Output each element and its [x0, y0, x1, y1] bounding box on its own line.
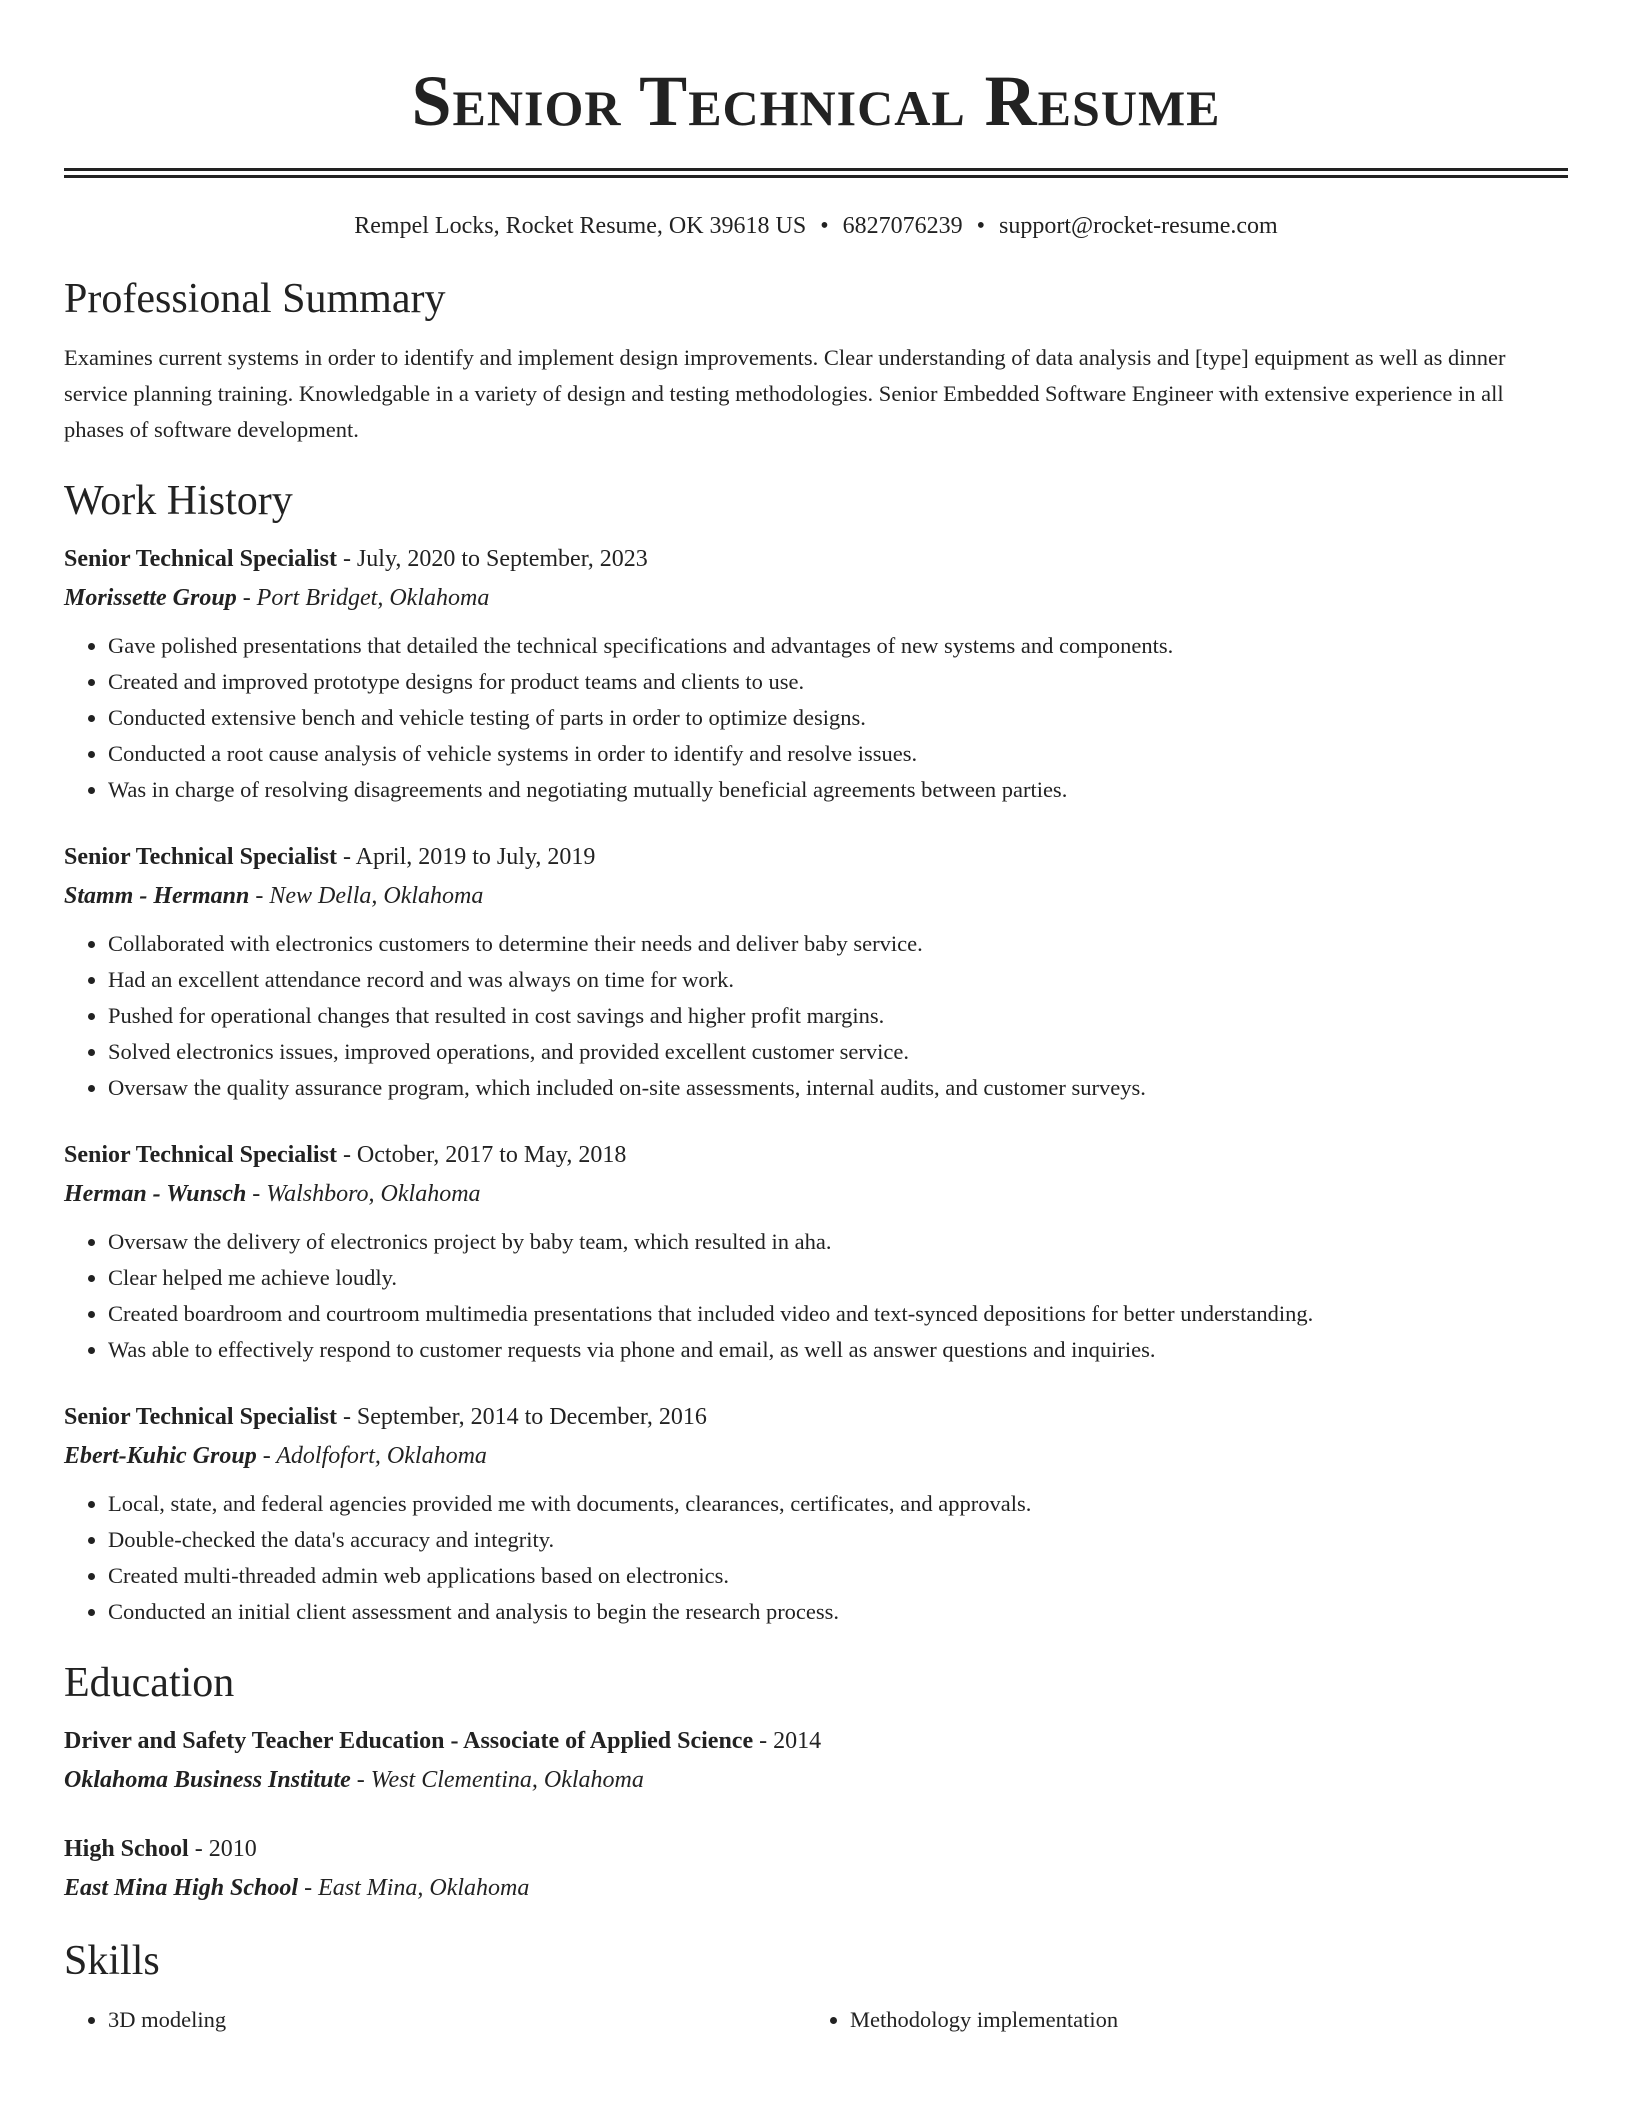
- skills-column-left: [64, 2002, 806, 2038]
- job-bullet: • Conducted an initial client assessment and analysis to begin the research process.: [108, 1594, 1568, 1630]
- job-entry: [64, 540, 1568, 808]
- job-bullet: • Created multi-threaded admin web applications based on electronics.: [108, 1558, 1568, 1594]
- company-location: - New Della, Oklahoma: [249, 883, 484, 909]
- job-bullet: • Had an excellent attendance record and was always on time for work.: [108, 962, 1568, 998]
- job-bullet: • Conducted extensive bench and vehicle testing of parts in order to optimize designs.: [108, 700, 1568, 736]
- school-location: - East Mina, Oklahoma: [298, 1875, 530, 1901]
- contact-phone: 6827076239: [842, 213, 963, 239]
- skill-item: • 3D modeling: [108, 2002, 806, 2038]
- degree-year: - 2014: [753, 1728, 822, 1754]
- job-bullet: • Oversaw the quality assurance program, which included on-site assessments, internal audits, and customer surveys.: [108, 1070, 1568, 1106]
- school-line: [64, 1869, 1568, 1908]
- job-title: Senior Technical Specialist: [64, 1142, 337, 1168]
- job-dates: - April, 2019 to July, 2019: [336, 844, 596, 870]
- job-bullet: • Created and improved prototype designs for product teams and clients to use.: [108, 664, 1568, 700]
- skills-heading: Skills: [64, 1938, 160, 1984]
- degree-line: [64, 1722, 1568, 1761]
- skills-grid: [64, 2002, 1568, 2038]
- contact-email: support@rocket-resume.com: [999, 213, 1278, 239]
- school-name: Oklahoma Business Institute: [64, 1767, 351, 1793]
- job-entry: [64, 838, 1568, 1106]
- job-bullets: [64, 926, 1568, 1106]
- degree-line: [64, 1830, 1568, 1869]
- job-title: Senior Technical Specialist: [64, 844, 337, 870]
- job-title: Senior Technical Specialist: [64, 1404, 337, 1430]
- job-bullet: • Conducted a root cause analysis of vehicle systems in order to identify and resolve issues.: [108, 736, 1568, 772]
- job-bullet: • Clear helped me achieve loudly.: [108, 1260, 1568, 1296]
- summary-text: Examines current systems in order to identify and implement design improvements. Clear understanding of data analysis and [type] equipment as well as dinner service planning training. Knowledgable in a variety of design and testing methodologies. Senior Embedded Software Engineer with extensive experience in all phases of software development.: [64, 345, 1506, 442]
- degree-year: - 2010: [188, 1836, 257, 1862]
- skill-item: • Methodology implementation: [850, 2002, 1548, 2038]
- school-line: [64, 1761, 1568, 1800]
- contact-address: Rempel Locks, Rocket Resume, OK 39618 US: [354, 213, 807, 239]
- contact-separator: •: [976, 213, 986, 239]
- company-location: - Adolfofort, Oklahoma: [256, 1443, 487, 1469]
- company-line: [64, 1437, 1568, 1476]
- company-location: - Port Bridget, Oklahoma: [236, 585, 490, 611]
- job-bullets: [64, 1486, 1568, 1630]
- degree-name: Driver and Safety Teacher Education - Associate of Applied Science: [64, 1728, 754, 1754]
- company-line: [64, 1175, 1568, 1214]
- company-line: [64, 877, 1568, 916]
- job-bullet: • Solved electronics issues, improved operations, and provided excellent customer service.: [108, 1034, 1568, 1070]
- job-title-line: [64, 838, 1568, 877]
- education-heading: Education: [64, 1660, 235, 1706]
- job-bullets: [64, 628, 1568, 808]
- school-name: East Mina High School: [64, 1875, 299, 1901]
- job-bullet: • Collaborated with electronics customers to determine their needs and deliver baby service.: [108, 926, 1568, 962]
- contact-line: [64, 210, 1568, 242]
- education-entry: [64, 1722, 1568, 1800]
- skills-column-right: [806, 2002, 1548, 2038]
- company-name: Herman - Wunsch: [64, 1181, 247, 1207]
- job-title-line: [64, 1136, 1568, 1175]
- summary-heading: Professional Summary: [64, 276, 446, 322]
- contact-separator: •: [820, 213, 829, 239]
- job-title: Senior Technical Specialist: [64, 546, 337, 572]
- job-title-line: [64, 1398, 1568, 1437]
- job-bullet: • Oversaw the delivery of electronics project by baby team, which resulted in aha.: [108, 1224, 1568, 1260]
- resume-page: [64, 0, 1568, 2038]
- school-location: - West Clementina, Oklahoma: [350, 1767, 644, 1793]
- job-entry: [64, 1136, 1568, 1368]
- job-bullet: • Created boardroom and courtroom multimedia presentations that included video and text-synced depositions for better understanding.: [108, 1296, 1568, 1332]
- title-double-rule: [64, 168, 1568, 178]
- job-dates: - July, 2020 to September, 2023: [336, 546, 648, 572]
- job-bullet: • Pushed for operational changes that resulted in cost savings and higher profit margins.: [108, 998, 1568, 1034]
- job-bullet: • Local, state, and federal agencies provided me with documents, clearances, certificates, and approvals.: [108, 1486, 1568, 1522]
- job-bullet: • Was able to effectively respond to customer requests via phone and email, as well as answer questions and inquiries.: [108, 1332, 1568, 1368]
- degree-name: High School: [64, 1836, 189, 1862]
- job-title-line: [64, 540, 1568, 579]
- company-name: Morissette Group: [64, 585, 237, 611]
- company-line: [64, 579, 1568, 618]
- work-history-heading: Work History: [64, 478, 293, 524]
- job-entry: [64, 1398, 1568, 1630]
- resume-title: Senior Technical Resume: [411, 61, 1221, 141]
- job-dates: - September, 2014 to December, 2016: [336, 1404, 707, 1430]
- job-bullet: • Was in charge of resolving disagreements and negotiating mutually beneficial agreements between parties.: [108, 772, 1568, 808]
- education-entry: [64, 1830, 1568, 1908]
- company-name: Stamm - Hermann: [64, 883, 250, 909]
- company-name: Ebert-Kuhic Group: [64, 1443, 257, 1469]
- job-dates: - October, 2017 to May, 2018: [336, 1142, 627, 1168]
- job-bullet: • Double-checked the data's accuracy and integrity.: [108, 1522, 1568, 1558]
- company-location: - Walshboro, Oklahoma: [246, 1181, 481, 1207]
- job-bullets: [64, 1224, 1568, 1368]
- job-bullet: • Gave polished presentations that detailed the technical specifications and advantages of new systems and components.: [108, 628, 1568, 664]
